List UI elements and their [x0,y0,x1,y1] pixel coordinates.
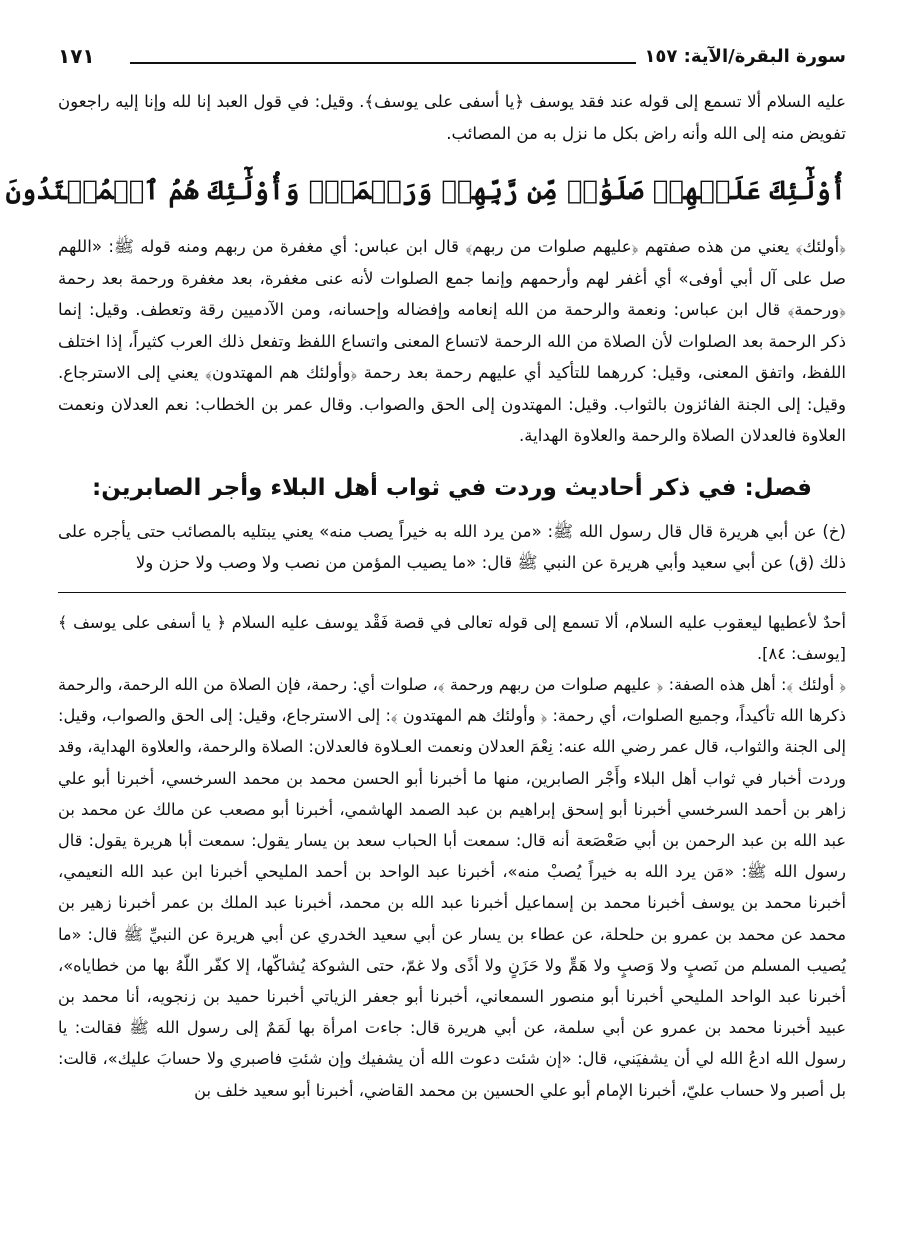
page-header [58,38,846,72]
header-rule [130,62,636,64]
opening-paragraph: عليه السلام ألا تسمع إلى قوله عند فقد يوسف ﴿يا أسفى على يوسف﴾. وقيل: في قول العبد إنا لله وإنا إليه راجعون تفويض منه إلى الله وأنه راض بكل ما نزل به من المصائب. [58,92,846,143]
hadith-paragraph: (خ) عن أبي هريرة قال قال رسول الله ﷺ: «من يرد الله به خيراً يصب منه» يعني يبتليه بالمصائب حتى يأجره على ذلك (ق) عن أبي سعيد وأبي هريرة عن النبي ﷺ قال: «ما يصيب المؤمن من نصب ولا وصب ولا حزن ولا [58,521,846,572]
lower-paragraph-1: أحدٌ لأعطيها ليعقوب عليه السلام، ألا تسمع إلى قوله تعالى في قصة فَقْد يوسف عليه السلام ﴿ يا أسفى على يوسف ﴾ [يوسف: ٨٤]. [58,612,846,663]
running-title: سورة البقرة/الآية: ١٥٧ [644,46,846,67]
lower-paragraph-2: ﴿ أولئك ﴾: أهل هذه الصفة: ﴿ عليهم صلوات من ربهم ورحمة ﴾، صلوات أي: رحمة، فإن الصلاة من الله الرحمة، والرحمة ذكرها الله تأكيداً، وجميع الصلوات، أي رحمة: ﴿ وأولئك هم المهتدون ﴾: إلى الاسترجاع، وقيل: إلى الحق والصواب، وقيل: إلى الجنة والثواب، قال عمر رضي الله عنه: نِعْمَ العدلان ونعمت العـلاوة فالعدلان: الصلاة والرحمة، والعلاوة الهداية، وقد وردت أخبار في ثواب أهل البلاء وأَجْر الصابرين، منها ما أخبرنا أبو الحسن محمد بن محمد السرخسي، أخبرنا أبو علي زاهر بن أحمد السرخسي أخبرنا أبو إسحق إبراهيم بن عبد الصمد الهاشمي، أخبرنا أبو مصعب عن مالك عن محمد بن عبد الله بن عبد الرحمن بن أبي صَعْصَعة أنه قال: سمعت أبا الحباب سعد بن يسار يقول: سمعت أبا هريرة يقول: قال رسول الله ﷺ: «مَن يرد الله به خيراً يُصبْ منه»، أخبرنا عبد الواحد بن أحمد المليحي أخبرنا ابن عبد الله النعيمي، أخبرنا محمد بن يوسف أخبرنا محمد بن إسماعيل أخبرنا عبد الله بن محمد، أخبرنا عبد الملك بن عمر أخبرنا زهير بن محمد عن محمد بن عمرو بن حلحلة، عن عطاء بن يسار عن أبي سعيد الخدري عن أبي هريرة عن النبيِّ ﷺ قال: «ما يُصيب المسلم من نَصبٍ ولا وَصبٍ ولا هَمٍّ ولا حَزَنٍ ولا أذًى ولا غمّ، حتى الشوكة يُشاكّها، إلا كفّر اللّهُ بها من خطاياه»، أخبرنا عبد الواحد المليحي أخبرنا أبو منصور السمعاني، أخبرنا أبو جعفر الزياتي أخبرنا حميد بن زنجويه، أنا محمد بن عبيد أخبرنا محمد بن عمرو عن أبي سلمة، عن أبي هريرة قال: جاءت امرأة بها لَمَمٌ إلى رسول الله ﷺ فقالت: يا رسول الله ادعُ الله لي أن يشفيَني، قال: «إن شئت دعوت الله أن يشفيك وإن شئتِ فاصبري ولا حسابَ عليك»، قالت: بل أصبر ولا حساب عليّ، أخبرنا الإمام أبو علي الحسين بن محمد القاضي، أخبرنا أبو سعيد خلف بن [58,674,846,1100]
quran-verse [5,167,846,215]
section-heading: فصل: في ذكر أحاديث وردت في ثواب أهل البلاء وأجر الصابرين: [92,474,812,501]
page-number: ١٧١ [58,44,95,68]
page-divider [58,592,846,593]
verse-text: أُوْلَٰٓئِكَ عَلَيۡهِمۡ صَلَوَٰتٞ مِّن رَّبِّهِمۡ وَرَحۡمَةٞۖ وَأُوْلَٰٓئِكَ هُمُ ٱلۡمُهۡتَدُونَ [5,176,846,206]
commentary-paragraph: ﴿أولئك﴾ يعني من هذه صفتهم ﴿عليهم صلوات من ربهم﴾ قال ابن عباس: أي مغفرة من ربهم ومنه قوله ﷺ: «اللهم صل على آل أبي أوفى» أي أغفر لهم وأرحمهم وإنما جمع الصلوات لأنه عنى مغفرة، بعد مغفرة ورحمة بعد رحمة ﴿ورحمة﴾ قال ابن عباس: ونعمة والرحمة من الله إنعامه وإفضاله وإحسانه، ومن الآدميين رقة وتعطف. وقيل: إنما ذكر الرحمة بعد الصلوات لأن الصلاة من الله الرحمة لاتساع المعنى واتساع اللفظ وتفعل ذلك العرب كثيراً، إذا اختلف اللفظ، واتفق المعنى، وقيل: كررهما للتأكيد أي عليهم رحمة بعد رحمة ﴿وأولئك هم المهتدون﴾ يعني إلى الاسترجاع. وقيل: إلى الجنة الفائزون بالثواب. وقيل: المهتدون إلى الحق والصواب. وقال عمر بن الخطاب: نعم العدلان ونعمت العلاوة فالعدلان الصلاة والرحمة والعلاوة الهداية. [58,237,846,445]
lower-commentary [58,607,846,1106]
